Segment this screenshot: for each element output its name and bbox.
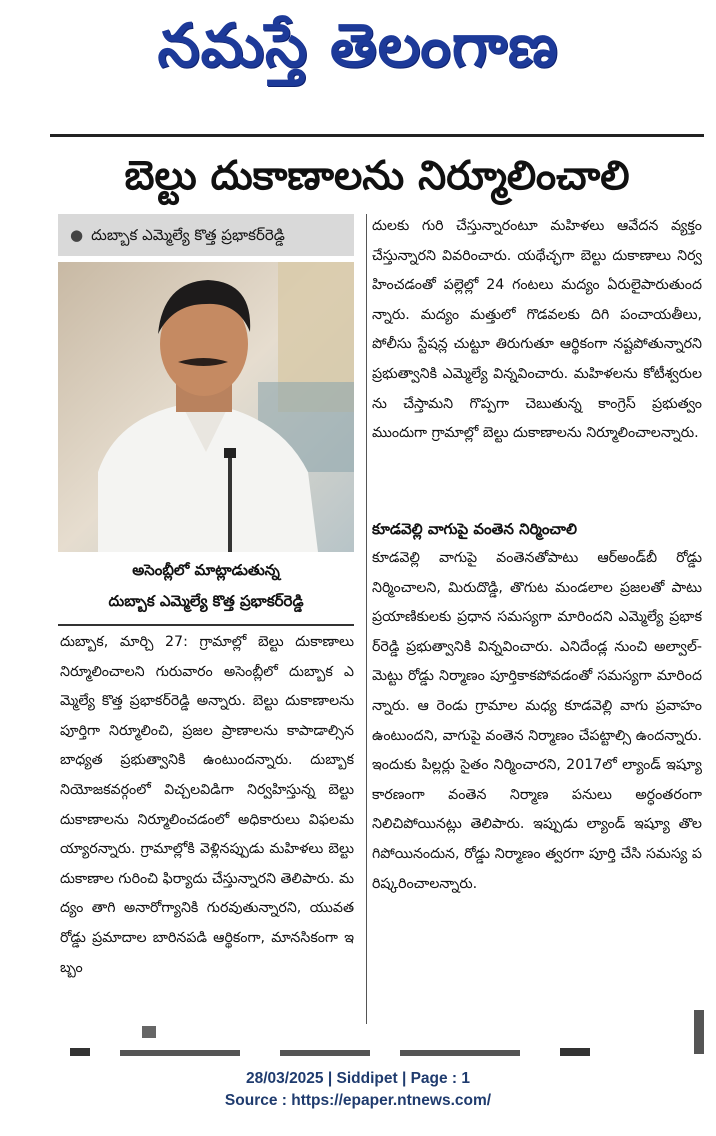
article-body-right-bottom: కూడవెల్లి వాగుపై వంతెనతోపాటు ఆర్‌అండ్‌బీ రోడ్డు నిర్మించాలని, మిరుదొడ్డి, తొగుట మండలాల ప్రజలతో పాటు ప్రయాణికులకు ప్రధాన సమస్యగా మారిందని ఎమ్మెల్యే ప్రభాకర్‌రెడ్డి ప్రభుత్వానికి విన్నవించారు. ఎనిదేండ్ల నుంచి అల్వాల్-మెట్టు రోడ్డు నిర్మాణం పూర్తికాకపోవడంతో సమస్యగా మారిందన్నారు. ఆ రెండు గ్రామాల మధ్య కూడవెల్లి వాగు ప్రవాహం ఉంటుందని, వాగుపై వంతెన నిర్మాణం చేపట్టాల్సి ఉందన్నారు. ఇందుకు పిల్లర్లు సైతం నిర్మించారని, 2017లో ల్యాండ్ ఇష్యూ కారణంగా వంతెన నిర్మాణ పనులు అర్ధంతరంగా నిలిచిపోయినట్లు తెలిపారు. ఇప్పుడు ల్యాండ్ ఇష్యూ తొలగిపోయినందున, రోడ్డు నిర్మాణం త్వరగా పూర్తి చేసి సమస్య పరిష్కరించాలన్నారు. [372,550,702,892]
end-marker-icon [142,1026,156,1038]
article-photo [58,262,354,552]
footer-date-line: 28/03/2025 | Siddipet | Page : 1 [245,1070,471,1087]
caption-line-1: అసెంబ్లీలో మాట్లాడుతున్న [132,561,280,579]
photo-caption [58,555,354,619]
article-subheading: కూడవెల్లి వాగుపై వంతెన నిర్మించాలి [372,520,577,538]
article-top-rule [50,134,704,137]
masthead-title: నమస్తే తెలంగాణ [157,11,559,81]
column-divider [366,214,367,1024]
byline-text: దుబ్బాక ఎమ్మెల్యే కొత్త ప్రభాకర్‌రెడ్డి [91,226,285,244]
page-footer [0,1068,716,1112]
bullet-icon: ● [70,226,84,244]
article-body-left: దుబ్బాక, మార్చి 27: గ్రామాల్లో బెల్టు దుకాణాలు నిర్మూలించాలని గురువారం అసెంబ్లీలో దుబ్బాక ఎమ్మెల్యే కొత్త ప్రభాకర్‌రెడ్డి అన్నారు. బెల్టు దుకాణాలను పూర్తిగా నిర్మూలించి, ప్రజల ప్రాణాలను కాపాడాల్సిన బాధ్యత ప్రభుత్వానికి ఉంటుందన్నారు. దుబ్బాక నియోజకవర్గంలో విచ్చలవిడిగా నిర్వహిస్తున్న బెల్టు దుకాణాలను నిర్మూలించడంలో అధికారులు విఫలమయ్యారన్నారు. గ్రామాల్లోకి వెళ్లినప్పుడు మహిళలు బెల్టు దుకాణాల గురించి ఫిర్యాదు చేస్తున్నారని తెలిపారు. మద్యం తాగి అనారోగ్యానికి గురవుతున్నారని, యువత రోడ్డు ప్రమాదాల బారినపడి ఆర్థికంగా, మానసికంగా ఇబ్బం [60,634,354,976]
article-headline: బెల్టు దుకాణాలను నిర్మూలించాలి [124,153,630,199]
caption-divider [58,624,354,626]
footer-source-line: Source : https://epaper.ntnews.com/ [224,1092,492,1109]
article-byline [58,214,354,256]
article-body-right-top: దులకు గురి చేస్తున్నారంటూ మహిళలు ఆవేదన వ్యక్తం చేస్తున్నారని వివరించారు. యథేచ్ఛగా బెల్టు దుకాణాలు నిర్వహించడంతో పల్లెల్లో 24 గంటలు మద్యం ఏరులైపారుతుందన్నారు. మద్యం మత్తులో గొడవలకు దిగి పంచాయతీలు, పోలీసు స్టేషన్ల చుట్టూ తిరుగుతూ ఆర్థికంగా నష్టపోతున్నారని ప్రభుత్వానికి ఎమ్మెల్యే విన్నవించారు. మహిళలను కోటీశ్వరులను చేస్తామని గొప్పగా చెబుతున్న కాంగ్రెస్ ప్రభుత్వం ముందుగా గ్రామాల్లో బెల్టు దుకాణాలను నిర్మూలించాలన్నారు. [372,218,702,442]
person-photo-icon [58,262,354,552]
next-article-teaser [60,1044,700,1056]
caption-line-2: దుబ్బాక ఎమ్మెల్యే కొత్త ప్రభాకర్‌రెడ్డి [108,592,304,610]
